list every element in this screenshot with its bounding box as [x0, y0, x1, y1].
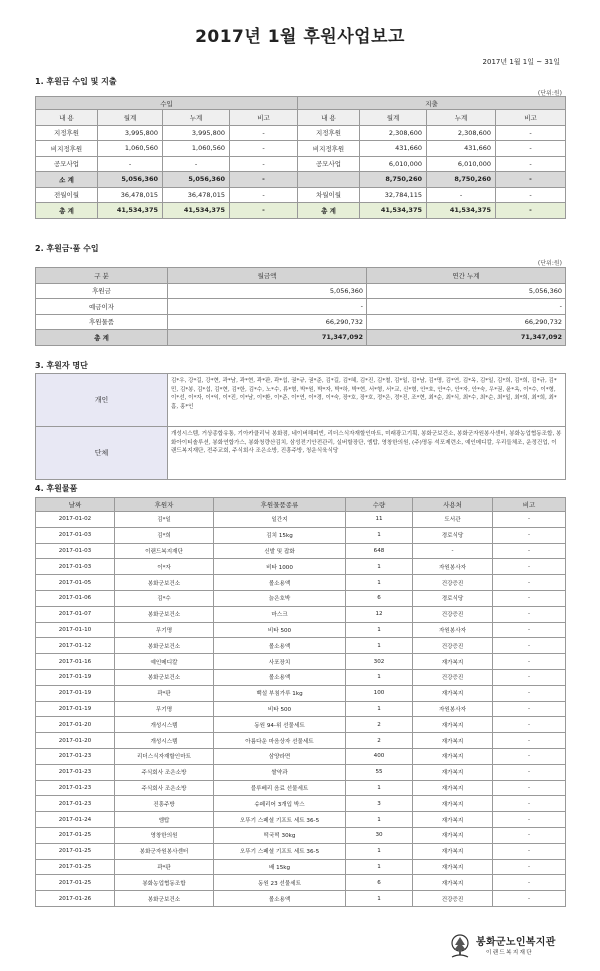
table-cell: 41,534,375	[163, 203, 230, 219]
table-row	[36, 796, 566, 812]
donation-income-row	[36, 299, 566, 315]
income-expense-row	[36, 125, 566, 141]
table-cell: 김치 15kg	[214, 527, 346, 543]
donor-list-table	[35, 373, 566, 480]
table-cell: 2017-01-02	[36, 512, 115, 528]
table-cell: 6,010,000	[360, 156, 427, 172]
table-row	[36, 891, 566, 907]
table-cell: 2017-01-03	[36, 527, 115, 543]
table-cell: -	[493, 796, 566, 812]
organization-name: 봉화군노인복지관	[476, 937, 556, 948]
table-cell: 김*희	[115, 527, 214, 543]
table-cell: -	[496, 203, 566, 219]
table-cell: 1	[346, 843, 413, 859]
income-expense-row	[36, 156, 566, 172]
table-cell: 재가복지	[413, 859, 493, 875]
table-cell: -	[98, 156, 163, 172]
table-cell: -	[493, 512, 566, 528]
table-cell: 재가복지	[413, 875, 493, 891]
table-cell: -	[496, 172, 566, 188]
table-cell: 2017-01-23	[36, 764, 115, 780]
table-cell: -	[496, 187, 566, 203]
donated-goods-column-header	[36, 498, 566, 512]
table-cell: 김*일	[115, 512, 214, 528]
table-cell: 봉화농업협동조합	[115, 875, 214, 891]
table-cell: 2	[346, 717, 413, 733]
column-header: 비고	[496, 110, 566, 126]
table-cell: 1	[346, 575, 413, 591]
table-cell: 영창한의원	[115, 827, 214, 843]
table-cell: -	[493, 733, 566, 749]
table-row	[36, 527, 566, 543]
table-cell: 2017-01-12	[36, 638, 115, 654]
column-header: 월금액	[168, 268, 367, 284]
table-cell: 소 계	[36, 172, 98, 188]
table-cell: 무기명	[115, 622, 214, 638]
table-cell: 2017-01-23	[36, 796, 115, 812]
table-row	[36, 669, 566, 685]
table-cell: 3,995,800	[98, 125, 163, 141]
unit-label: (단위:원)	[537, 260, 562, 267]
table-cell: 비타 500	[214, 701, 346, 717]
table-cell: -	[493, 812, 566, 828]
table-cell: 총 계	[298, 203, 360, 219]
table-cell: 재가복지	[413, 827, 493, 843]
table-cell: 2017-01-26	[36, 891, 115, 907]
table-cell: 동원 94-위 선물세트	[214, 717, 346, 733]
table-cell: 8,750,260	[427, 172, 496, 188]
table-cell: 2017-01-06	[36, 590, 115, 606]
table-cell: 36,478,015	[163, 187, 230, 203]
table-cell: 비타 500	[214, 622, 346, 638]
table-cell: 이*자	[115, 559, 214, 575]
table-cell: 5,056,360	[163, 172, 230, 188]
table-cell: 1,060,560	[163, 141, 230, 157]
table-cell: 봉화군보건소	[115, 638, 214, 654]
table-row	[36, 764, 566, 780]
table-row	[36, 859, 566, 875]
income-group-label: 수입	[36, 97, 298, 110]
table-cell: 이랜드복지재단	[115, 543, 214, 559]
column-header: 내 용	[36, 110, 98, 126]
table-cell: 2017-01-07	[36, 606, 115, 622]
column-header: 비고	[230, 110, 298, 126]
table-cell: 동원 23 선물세트	[214, 875, 346, 891]
table-cell: -	[493, 764, 566, 780]
table-cell: 백설 부침가루 1kg	[214, 685, 346, 701]
table-cell: 삼양라면	[214, 748, 346, 764]
table-cell: 건강증진	[413, 575, 493, 591]
table-cell: -	[493, 669, 566, 685]
table-cell: -	[493, 622, 566, 638]
table-row	[36, 733, 566, 749]
table-cell: 71,347,092	[367, 330, 566, 346]
table-cell: 슈페리어 3개입 박스	[214, 796, 346, 812]
table-cell: 블루베리 음료 선물세트	[214, 780, 346, 796]
table-cell: 2017-01-16	[36, 654, 115, 670]
donation-income-row	[36, 330, 566, 346]
table-cell: -	[493, 543, 566, 559]
table-cell: 2017-01-25	[36, 843, 115, 859]
table-cell: 3,995,800	[163, 125, 230, 141]
individual-donors-text: 김*우, 강*길, 강*현, 곽*남, 곽*현, 곽*판, 곽*섭, 권*규, 권*준, 김*길, 김*혜, 김*진, 김*철, 김*일, 김*남, 김*명, 김*연, 김*옥, 김*일, 김*희, 김*희, 김*규, 김*민, 김*봉, 김*섭, 김*현, 김*한, 김*수, 노*수, 류*형, 박*원, 박*자, 박*하, 박*현, 서*형, 서*교, 신*형, 안*호, 안*수, 안*자, 안*숙, 우*권, 윤*옥, 이*수, 이*형, 이*선, 이*자, 이*익, 이*진, 이*남, 이*환, 이*준, 이*연, 이*경, 이*숙, 장*호, 장*호, 정*은, 정*진, 조*현, 최*순, 최*식, 최*수, 최*순, 최*일, 최*희, 최*희, 최*흠, 홍*인	[168, 374, 566, 427]
table-cell: -	[493, 638, 566, 654]
table-row	[36, 654, 566, 670]
table-cell: 리더스식자재할인마트	[115, 748, 214, 764]
table-cell: 자원봉사자	[413, 559, 493, 575]
table-cell: 431,660	[427, 141, 496, 157]
column-header: 수량	[346, 498, 413, 512]
table-row	[36, 559, 566, 575]
table-cell: 2017-01-20	[36, 733, 115, 749]
table-cell: 302	[346, 654, 413, 670]
column-header: 월계	[360, 110, 427, 126]
column-header: 누계	[163, 110, 230, 126]
table-cell: -	[493, 780, 566, 796]
table-cell: -	[168, 299, 367, 315]
table-cell: 총 계	[36, 203, 98, 219]
organization-subname: 이랜드복지재단	[486, 950, 533, 956]
table-row	[36, 875, 566, 891]
table-cell: -	[493, 701, 566, 717]
table-cell: 지정후원	[36, 125, 98, 141]
table-cell: 봉화군보건소	[115, 669, 214, 685]
table-cell: 2017-01-19	[36, 701, 115, 717]
column-header: 사용처	[413, 498, 493, 512]
page-title: 2017년 1월 후원사업보고	[195, 27, 405, 47]
table-cell: 주식회사 조은소방	[115, 764, 214, 780]
table-row	[36, 606, 566, 622]
organization-logo	[448, 931, 573, 963]
table-cell: -	[493, 827, 566, 843]
table-cell: -	[493, 843, 566, 859]
table-cell: 일간지	[214, 512, 346, 528]
table-cell: 비지정후원	[36, 141, 98, 157]
table-cell: -	[230, 203, 298, 219]
table-row	[36, 543, 566, 559]
table-cell: 5,056,360	[168, 283, 367, 299]
table-cell: 엠탑	[115, 812, 214, 828]
donor-list-row-group	[36, 427, 566, 480]
column-header: 후원물품종류	[214, 498, 346, 512]
donation-income-row	[36, 314, 566, 330]
table-cell: 봉화군보건소	[115, 606, 214, 622]
table-cell: 비지정후원	[298, 141, 360, 157]
table-cell: 55	[346, 764, 413, 780]
table-cell: -	[493, 654, 566, 670]
table-cell: -	[427, 187, 496, 203]
table-cell: 경로식당	[413, 527, 493, 543]
table-cell: 1	[346, 891, 413, 907]
table-cell: 볼소용액	[214, 638, 346, 654]
table-cell: 1	[346, 527, 413, 543]
table-row	[36, 701, 566, 717]
income-expense-group-header	[36, 97, 566, 110]
table-cell: 재가복지	[413, 780, 493, 796]
table-cell: 1,060,560	[98, 141, 163, 157]
expense-group-label: 지출	[298, 97, 566, 110]
income-expense-row	[36, 141, 566, 157]
table-cell: 2017-01-19	[36, 685, 115, 701]
table-cell: 개성시스템	[115, 733, 214, 749]
table-cell: 볼소용액	[214, 669, 346, 685]
table-cell: -	[493, 891, 566, 907]
table-cell: 5,056,360	[367, 283, 566, 299]
table-cell: 재가복지	[413, 764, 493, 780]
table-cell: 재가복지	[413, 654, 493, 670]
table-cell: 1	[346, 638, 413, 654]
table-cell: -	[493, 575, 566, 591]
table-cell: 1	[346, 859, 413, 875]
table-cell: -	[230, 141, 298, 157]
table-cell: -	[493, 590, 566, 606]
table-cell: 2017-01-05	[36, 575, 115, 591]
table-cell: -	[413, 543, 493, 559]
table-cell: 봉화군보건소	[115, 575, 214, 591]
table-cell: 32,784,115	[360, 187, 427, 203]
table-cell: -	[230, 156, 298, 172]
column-header: 날짜	[36, 498, 115, 512]
table-cell: 예인메디칼	[115, 654, 214, 670]
table-cell: 41,534,375	[427, 203, 496, 219]
table-cell: 648	[346, 543, 413, 559]
table-cell: 곽*판	[115, 685, 214, 701]
table-cell: 2017-01-20	[36, 717, 115, 733]
table-cell: 2017-01-25	[36, 859, 115, 875]
table-cell: 재가복지	[413, 748, 493, 764]
table-row	[36, 827, 566, 843]
table-cell: -	[230, 187, 298, 203]
table-cell: 진흥주방	[115, 796, 214, 812]
table-row	[36, 685, 566, 701]
table-cell: 36,478,015	[98, 187, 163, 203]
table-row	[36, 590, 566, 606]
table-cell: 사포장치	[214, 654, 346, 670]
table-cell: 30	[346, 827, 413, 843]
table-cell: -	[493, 685, 566, 701]
column-header: 구 분	[36, 268, 168, 284]
table-cell: 2017-01-25	[36, 827, 115, 843]
table-cell: -	[230, 125, 298, 141]
donation-income-table	[35, 267, 566, 346]
table-row	[36, 638, 566, 654]
table-cell: 1	[346, 701, 413, 717]
table-cell: 41,534,375	[98, 203, 163, 219]
table-cell: 도서관	[413, 512, 493, 528]
table-cell: 무기명	[115, 701, 214, 717]
table-cell: 2017-01-23	[36, 748, 115, 764]
table-cell: 1	[346, 812, 413, 828]
table-cell: 봉화군자원봉사센터	[115, 843, 214, 859]
table-cell: 431,660	[360, 141, 427, 157]
table-cell: -	[493, 875, 566, 891]
table-cell: -	[367, 299, 566, 315]
table-cell: 배 15kg	[214, 859, 346, 875]
table-cell: -	[493, 559, 566, 575]
table-cell: 후원금	[36, 283, 168, 299]
table-cell: 2017-01-23	[36, 780, 115, 796]
table-cell: 11	[346, 512, 413, 528]
table-cell: -	[493, 606, 566, 622]
table-cell: 오뚜기 스페셜 기프트 세트 36-5	[214, 812, 346, 828]
table-cell: 100	[346, 685, 413, 701]
group-label: 단체	[36, 427, 168, 480]
section-heading-donor-list: 3. 후원자 명단	[35, 361, 88, 370]
table-cell: 공모사업	[36, 156, 98, 172]
table-cell: 건강증진	[413, 891, 493, 907]
table-cell: -	[493, 527, 566, 543]
table-cell: 쌀약과	[214, 764, 346, 780]
donor-list-row-individual	[36, 374, 566, 427]
table-cell: 개성시스템	[115, 717, 214, 733]
table-cell: 건강증진	[413, 638, 493, 654]
table-cell: 6,010,000	[427, 156, 496, 172]
table-cell: -	[230, 172, 298, 188]
table-cell: 재가복지	[413, 796, 493, 812]
table-cell: 2017-01-25	[36, 875, 115, 891]
section-heading-donation-income: 2. 후원금·품 수입	[35, 244, 99, 253]
table-cell: 2	[346, 733, 413, 749]
table-cell: 재가복지	[413, 843, 493, 859]
table-cell: 공모사업	[298, 156, 360, 172]
table-cell: 예금이자	[36, 299, 168, 315]
table-cell: 2017-01-19	[36, 669, 115, 685]
table-row	[36, 780, 566, 796]
table-cell: 1	[346, 669, 413, 685]
income-expense-row	[36, 172, 566, 188]
table-cell: 볼소용액	[214, 575, 346, 591]
income-expense-row	[36, 187, 566, 203]
table-cell: -	[163, 156, 230, 172]
column-header: 누계	[427, 110, 496, 126]
table-cell: 3	[346, 796, 413, 812]
table-cell: 6	[346, 590, 413, 606]
table-cell: 8,750,260	[360, 172, 427, 188]
column-header: 월계	[98, 110, 163, 126]
tree-logo-icon	[448, 933, 472, 961]
table-cell: 1	[346, 559, 413, 575]
table-cell: 자원봉사자	[413, 701, 493, 717]
table-row	[36, 512, 566, 528]
table-cell: 지정후원	[298, 125, 360, 141]
table-cell: 신발 및 잡화	[214, 543, 346, 559]
table-cell: 재가복지	[413, 685, 493, 701]
table-row	[36, 812, 566, 828]
table-cell: 자원봉사자	[413, 622, 493, 638]
table-cell: 곽*판	[115, 859, 214, 875]
table-cell: 경로식당	[413, 590, 493, 606]
table-row	[36, 843, 566, 859]
table-cell: -	[493, 717, 566, 733]
table-cell: -	[496, 141, 566, 157]
table-cell: 마스크	[214, 606, 346, 622]
donation-income-row	[36, 283, 566, 299]
section-heading-donated-goods: 4. 후원물품	[35, 484, 78, 493]
table-cell: 아름다운 마음상자 선물세트	[214, 733, 346, 749]
report-period: 2017년 1월 1일 ~ 31일	[482, 58, 560, 66]
table-cell: 전월이월	[36, 187, 98, 203]
table-row	[36, 622, 566, 638]
table-cell: 6	[346, 875, 413, 891]
table-cell: 1	[346, 780, 413, 796]
table-cell: 71,347,092	[168, 330, 367, 346]
table-row	[36, 575, 566, 591]
table-cell: 66,290,732	[168, 314, 367, 330]
table-cell: 비타 1000	[214, 559, 346, 575]
donated-goods-table	[35, 497, 566, 907]
table-row	[36, 717, 566, 733]
donation-income-column-header	[36, 268, 566, 284]
table-cell: 총 계	[36, 330, 168, 346]
table-cell: 건강증진	[413, 669, 493, 685]
table-cell: 400	[346, 748, 413, 764]
table-cell: 2017-01-03	[36, 559, 115, 575]
section-heading-income-expense: 1. 후원금 수입 및 지출	[35, 77, 117, 86]
table-cell: 차월이월	[298, 187, 360, 203]
table-cell: 2017-01-03	[36, 543, 115, 559]
table-cell: -	[496, 125, 566, 141]
table-cell: 주식회사 조은소방	[115, 780, 214, 796]
table-cell: 2017-01-24	[36, 812, 115, 828]
group-donors-text: 개성시스템, 거상종합유통, 기아카클리닉 봉화점, 네이버해피빈, 리더스식자재할인마트, 미래광고기획, 봉화군보건소, 봉화군자원봉사센터, 봉화농업협동조합, 봉화아이티솔루션, 봉화연합가스, 봉화청량산김치, 삼성전기안전관리, 실버할장단, 엠탑, 영창한의원, (주)명동 석포제련소, 예인메디칼, 우리들체조, 운정건업, 이랜드복지재단, 전주교회, 주식회사 조은소방, 진흥주방, 청운식육식당	[168, 427, 566, 480]
table-cell: 오뚜기 스페셜 기프트 세트 36-5	[214, 843, 346, 859]
column-header: 내 용	[298, 110, 360, 126]
table-cell: 2,308,600	[360, 125, 427, 141]
table-cell: 재가복지	[413, 812, 493, 828]
table-cell: 2,308,600	[427, 125, 496, 141]
table-cell: 늙은호박	[214, 590, 346, 606]
table-cell: 김*수	[115, 590, 214, 606]
income-expense-column-header	[36, 110, 566, 126]
table-cell: 볼소용액	[214, 891, 346, 907]
individual-label: 개인	[36, 374, 168, 427]
table-cell: 재가복지	[413, 717, 493, 733]
table-cell: 재가복지	[413, 733, 493, 749]
income-expense-table	[35, 96, 566, 219]
table-cell: 41,534,375	[360, 203, 427, 219]
table-cell: 1	[346, 622, 413, 638]
table-cell: -	[493, 748, 566, 764]
table-cell: 2017-01-10	[36, 622, 115, 638]
table-cell: 떡국떡 30kg	[214, 827, 346, 843]
column-header: 연간 누계	[367, 268, 566, 284]
table-cell: -	[496, 156, 566, 172]
table-cell	[298, 172, 360, 188]
table-cell: 5,056,360	[98, 172, 163, 188]
unit-label: (단위:원)	[537, 90, 562, 97]
table-cell: 건강증진	[413, 606, 493, 622]
table-cell: 후원물품	[36, 314, 168, 330]
table-row	[36, 748, 566, 764]
table-cell: 12	[346, 606, 413, 622]
column-header: 비고	[493, 498, 566, 512]
table-cell: -	[493, 859, 566, 875]
income-expense-row	[36, 203, 566, 219]
table-cell: 봉화군보건소	[115, 891, 214, 907]
table-cell: 66,290,732	[367, 314, 566, 330]
column-header: 후원자	[115, 498, 214, 512]
